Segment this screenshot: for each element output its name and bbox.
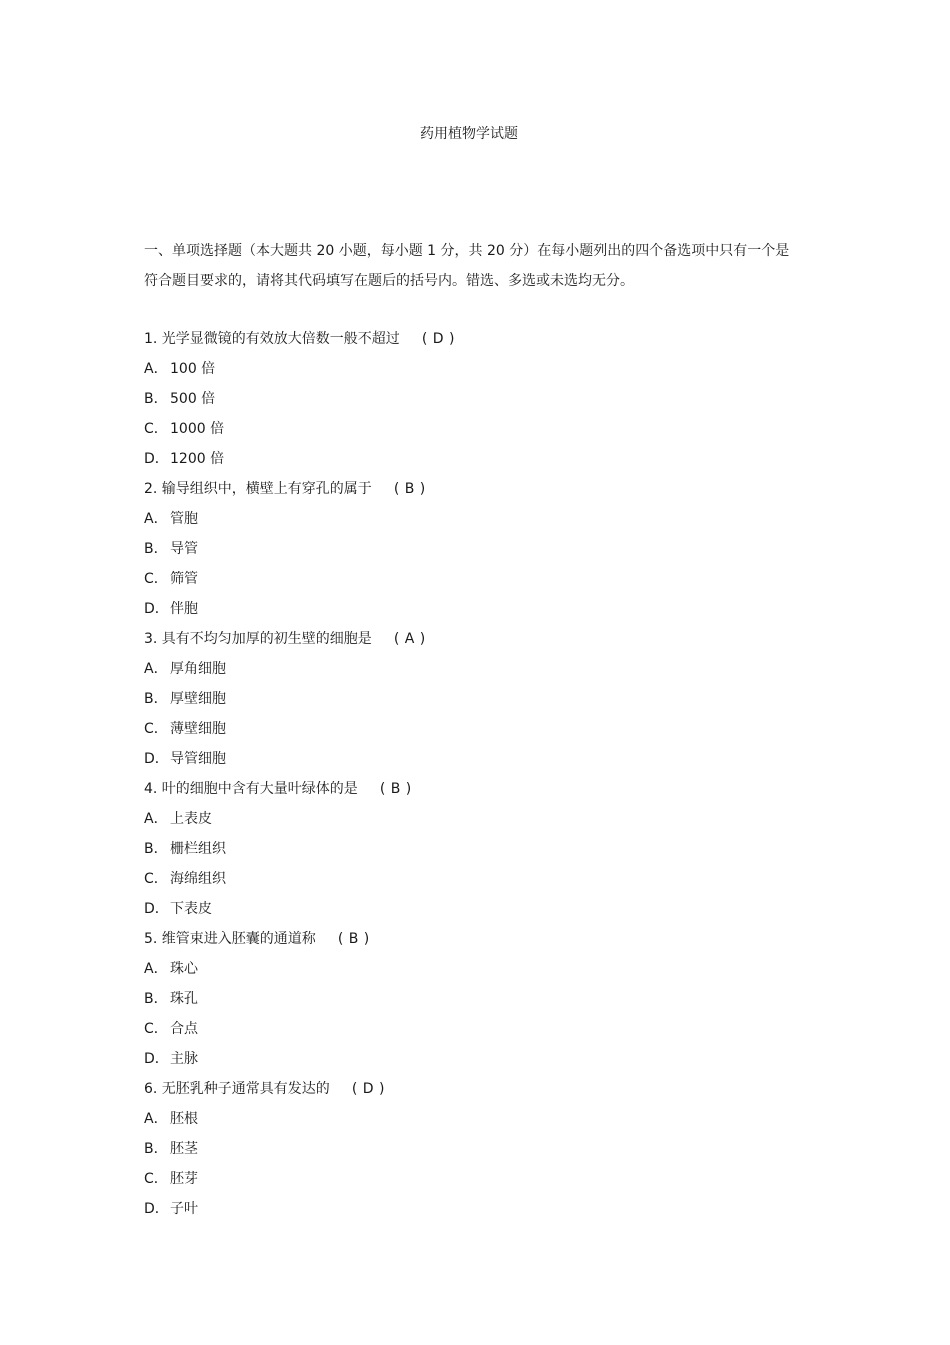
- question-list: [144, 324, 794, 1224]
- option-letter: B．: [144, 691, 168, 707]
- question-3: [144, 624, 794, 774]
- option-letter: C．: [144, 721, 168, 737]
- option-text: 伴胞: [170, 601, 198, 617]
- option-a: [144, 804, 794, 834]
- option-letter: A．: [144, 1111, 168, 1127]
- option-b: [144, 534, 794, 564]
- option-text: 胚根: [170, 1111, 198, 1127]
- option-text: 厚壁细胞: [170, 691, 226, 707]
- document-title: 药用植物学试题: [420, 126, 518, 142]
- option-letter: B．: [144, 841, 168, 857]
- option-letter: A．: [144, 961, 168, 977]
- option-a: [144, 504, 794, 534]
- question-stem: [144, 474, 794, 504]
- question-text: 2. 输导组织中，横壁上有穿孔的属于: [144, 481, 372, 497]
- option-letter: A．: [144, 511, 168, 527]
- question-answer: ( A ): [393, 631, 426, 647]
- option-letter: C．: [144, 421, 168, 437]
- option-letter: B．: [144, 391, 168, 407]
- option-letter: D．: [144, 901, 169, 917]
- option-b: [144, 1134, 794, 1164]
- question-answer: ( D ): [421, 331, 455, 347]
- option-text: 栅栏组织: [170, 841, 226, 857]
- option-c: [144, 864, 794, 894]
- option-text: 导管: [170, 541, 198, 557]
- question-text: 5. 维管束进入胚囊的通道称: [144, 931, 316, 947]
- option-d: [144, 894, 794, 924]
- option-d: [144, 444, 794, 474]
- option-a: [144, 654, 794, 684]
- option-d: [144, 1194, 794, 1224]
- section-intro: 一、单项选择题（本大题共 20 小题，每小题 1 分，共 20 分）在每小题列出的四个备选项中只有一个是符合题目要求的，请将其代码填写在题后的括号内。错选、多选或未选均无分。: [144, 243, 790, 289]
- option-text: 胚芽: [170, 1171, 198, 1187]
- option-text: 500 倍: [170, 391, 216, 407]
- option-letter: D．: [144, 601, 169, 617]
- question-stem: [144, 774, 794, 804]
- question-text: 6. 无胚乳种子通常具有发达的: [144, 1081, 330, 1097]
- option-d: [144, 594, 794, 624]
- option-letter: B．: [144, 991, 168, 1007]
- option-c: [144, 1164, 794, 1194]
- option-a: [144, 354, 794, 384]
- option-text: 筛管: [170, 571, 198, 587]
- option-text: 薄壁细胞: [170, 721, 226, 737]
- option-letter: A．: [144, 661, 168, 677]
- option-letter: A．: [144, 361, 168, 377]
- option-text: 合点: [170, 1021, 198, 1037]
- option-text: 管胞: [170, 511, 198, 527]
- option-letter: B．: [144, 541, 168, 557]
- question-1: [144, 324, 794, 474]
- question-text: 1. 光学显微镜的有效放大倍数一般不超过: [144, 331, 400, 347]
- question-5: [144, 924, 794, 1074]
- option-letter: C．: [144, 1171, 168, 1187]
- option-letter: D．: [144, 751, 169, 767]
- question-answer: ( D ): [351, 1081, 385, 1097]
- option-b: [144, 834, 794, 864]
- option-text: 下表皮: [170, 901, 212, 917]
- question-answer: ( B ): [393, 481, 426, 497]
- option-c: [144, 1014, 794, 1044]
- option-text: 子叶: [170, 1201, 198, 1217]
- option-c: [144, 714, 794, 744]
- question-4: [144, 774, 794, 924]
- option-b: [144, 384, 794, 414]
- option-text: 珠心: [170, 961, 198, 977]
- option-c: [144, 564, 794, 594]
- option-b: [144, 984, 794, 1014]
- option-b: [144, 684, 794, 714]
- option-text: 胚茎: [170, 1141, 198, 1157]
- question-stem: [144, 1074, 794, 1104]
- option-text: 珠孔: [170, 991, 198, 1007]
- option-letter: C．: [144, 571, 168, 587]
- question-stem: [144, 624, 794, 654]
- option-letter: B．: [144, 1141, 168, 1157]
- option-d: [144, 1044, 794, 1074]
- option-text: 厚角细胞: [170, 661, 226, 677]
- option-letter: C．: [144, 1021, 168, 1037]
- option-text: 100 倍: [170, 361, 216, 377]
- option-letter: D．: [144, 1051, 169, 1067]
- option-text: 上表皮: [170, 811, 212, 827]
- option-text: 海绵组织: [170, 871, 226, 887]
- option-c: [144, 414, 794, 444]
- option-letter: A．: [144, 811, 168, 827]
- question-stem: [144, 324, 794, 354]
- question-answer: ( B ): [379, 781, 412, 797]
- option-text: 1200 倍: [170, 451, 225, 467]
- option-a: [144, 1104, 794, 1134]
- option-letter: D．: [144, 451, 169, 467]
- option-text: 主脉: [170, 1051, 198, 1067]
- option-letter: D．: [144, 1201, 169, 1217]
- option-text: 1000 倍: [170, 421, 225, 437]
- option-d: [144, 744, 794, 774]
- option-letter: C．: [144, 871, 168, 887]
- question-text: 4. 叶的细胞中含有大量叶绿体的是: [144, 781, 358, 797]
- question-2: [144, 474, 794, 624]
- question-text: 3. 具有不均匀加厚的初生壁的细胞是: [144, 631, 372, 647]
- option-a: [144, 954, 794, 984]
- option-text: 导管细胞: [170, 751, 226, 767]
- question-stem: [144, 924, 794, 954]
- question-6: [144, 1074, 794, 1224]
- question-answer: ( B ): [337, 931, 370, 947]
